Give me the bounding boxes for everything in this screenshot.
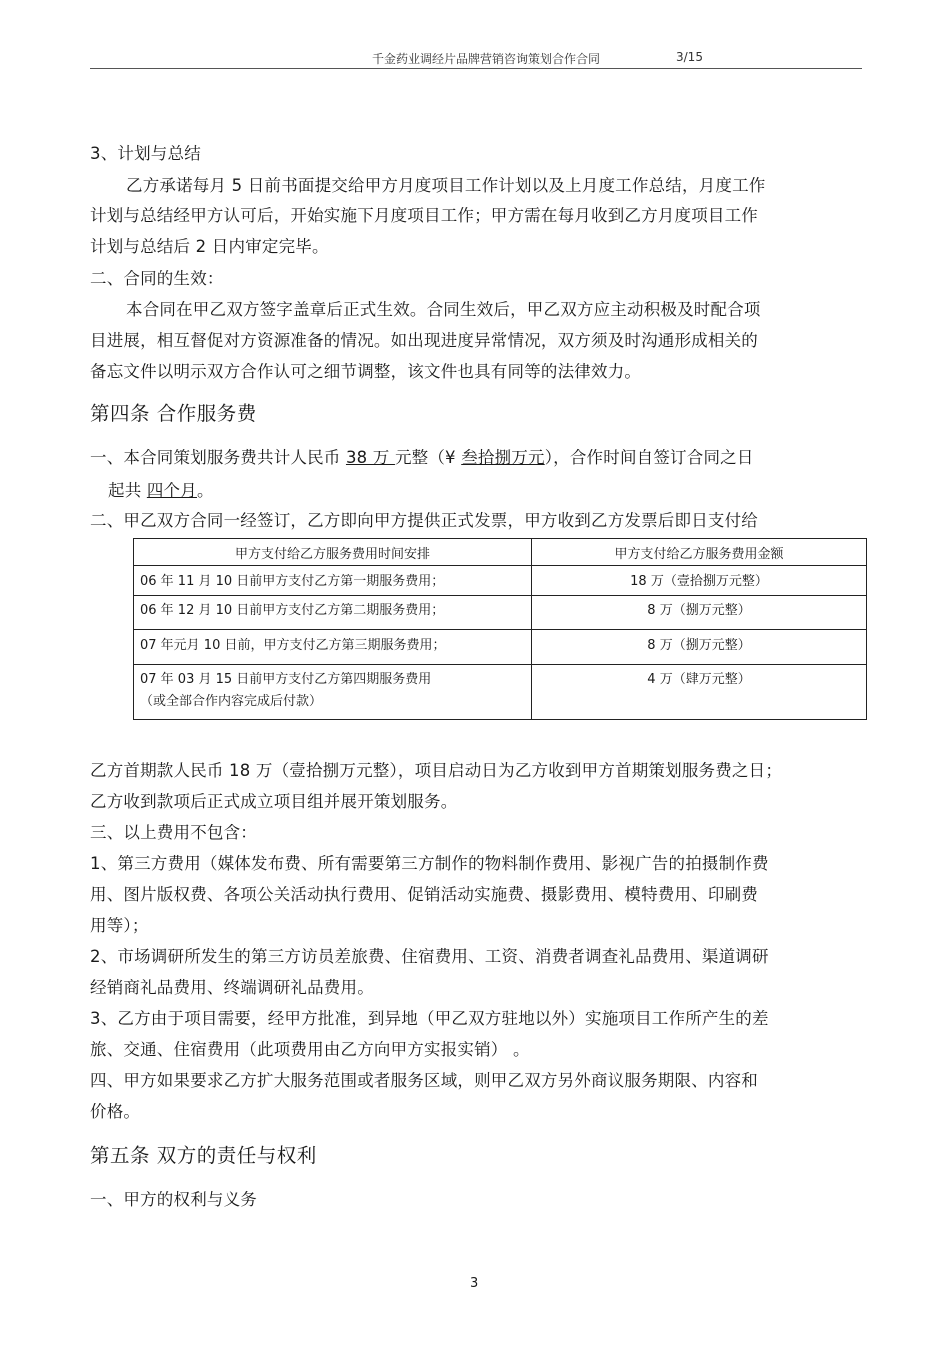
payment-time: 06 年 11 月 10 日前甲方支付乙方第一期服务费用；: [134, 566, 532, 596]
article-4-heading: 第四条 合作服务费: [90, 402, 257, 425]
fee-text: 。: [196, 481, 214, 500]
table-row: [134, 665, 867, 720]
fee-text: 一、本合同策划服务费共计人民币: [90, 448, 346, 467]
article-5-heading: 第五条 双方的责任与权利: [90, 1144, 317, 1167]
paragraph-line: 乙方承诺每月 5 日前书面提交给甲方月度项目工作计划以及上月度工作总结，月度工作: [126, 176, 766, 195]
payment-time: [134, 665, 532, 720]
fee-amount-chinese: 叁拾捌万元: [461, 448, 545, 467]
paragraph-line: 乙方首期款人民币 18 万（壹拾捌万元整），项目启动日为乙方收到甲方首期策划服务费之日；: [90, 761, 783, 780]
table-row: [134, 630, 867, 665]
section-title-party-a-rights: 一、甲方的权利与义务: [90, 1190, 257, 1209]
paragraph-line: 1、第三方费用（媒体发布费、所有需要第三方制作的物料制作费用、影视广告的拍摄制作费: [90, 854, 769, 873]
paragraph-line: 旅、交通、住宿费用（此项费用由乙方向甲方实报实销） 。: [90, 1040, 530, 1059]
paragraph-line: 价格。: [90, 1102, 141, 1121]
fee-clause-line: [90, 444, 754, 468]
paragraph-line: 用、图片版权费、各项公关活动执行费用、促销活动实施费、摄影费用、模特费用、印刷费: [90, 885, 758, 904]
page-number: 3: [470, 1276, 479, 1291]
payment-time: 06 年 12 月 10 日前甲方支付乙方第二期服务费用；: [134, 596, 532, 630]
fee-text: 起共: [108, 481, 147, 500]
fee-clause-line: [108, 477, 214, 501]
payment-amount: 18 万（壹拾捌万元整）: [532, 566, 867, 596]
table-header: 甲方支付给乙方服务费用金额: [532, 539, 867, 566]
payment-amount: 8 万（捌万元整）: [532, 630, 867, 665]
paragraph-line: 2、市场调研所发生的第三方访员差旅费、住宿费用、工资、消费者调查礼品费用、渠道调研: [90, 947, 769, 966]
payment-schedule-table: [133, 538, 867, 720]
fee-amount: 38 万: [345, 448, 395, 467]
document-title: 千金药业调经片品牌营销咨询策划合作合同: [372, 52, 601, 66]
page-header: [90, 48, 862, 69]
paragraph-line: 3、乙方由于项目需要，经甲方批准，到异地（甲乙双方驻地以外）实施项目工作所产生的差: [90, 1009, 769, 1028]
paragraph-line: 备忘文件以明示双方合作认可之细节调整，该文件也具有同等的法律效力。: [90, 362, 642, 381]
payment-time: 07 年元月 10 日前，甲方支付乙方第三期服务费用；: [134, 630, 532, 665]
paragraph-line: 本合同在甲乙双方签字盖章后正式生效。合同生效后，甲乙双方应主动积极及时配合项: [126, 300, 761, 319]
section-title-effectiveness: 二、合同的生效：: [90, 269, 224, 288]
payment-amount: 4 万（肆万元整）: [532, 665, 867, 720]
contract-duration: 四个月: [146, 481, 197, 500]
table-row: [134, 596, 867, 630]
paragraph-line: 乙方收到款项后正式成立项目组并展开策划服务。: [90, 792, 458, 811]
paragraph-line: 用等）；: [90, 916, 149, 935]
payment-amount: 8 万（捌万元整）: [532, 596, 867, 630]
payment-time-note: （或全部合作内容完成后付款）: [140, 694, 323, 709]
paragraph-line: 计划与总结经甲方认可后，开始实施下月度项目工作；甲方需在每月收到乙方月度项目工作: [90, 206, 758, 225]
paragraph-line: 计划与总结后 2 日内审定完毕。: [90, 237, 329, 256]
section-title-exclusions: 三、以上费用不包含：: [90, 823, 257, 842]
payment-time-line: 07 年 03 月 15 日前甲方支付乙方第四期服务费用: [140, 672, 432, 687]
invoice-clause-line: 二、甲乙双方合同一经签订，乙方即向甲方提供正式发票，甲方收到乙方发票后即日支付给: [90, 511, 758, 530]
fee-text: ），合作时间自签订合同之日: [544, 448, 754, 467]
page-indicator: 3/15: [676, 50, 703, 64]
paragraph-line: 四、甲方如果要求乙方扩大服务范围或者服务区域，则甲乙双方另外商议服务期限、内容和: [90, 1071, 758, 1090]
paragraph-line: 目进展，相互督促对方资源准备的情况。如出现进度异常情况，双方须及时沟通形成相关的: [90, 331, 758, 350]
paragraph-line: 经销商礼品费用、终端调研礼品费用。: [90, 978, 374, 997]
section-title-plan-summary: 3、计划与总结: [90, 144, 201, 163]
fee-text: 元整（¥: [394, 448, 462, 467]
table-header: 甲方支付给乙方服务费用时间安排: [134, 539, 532, 566]
table-row: [134, 566, 867, 596]
